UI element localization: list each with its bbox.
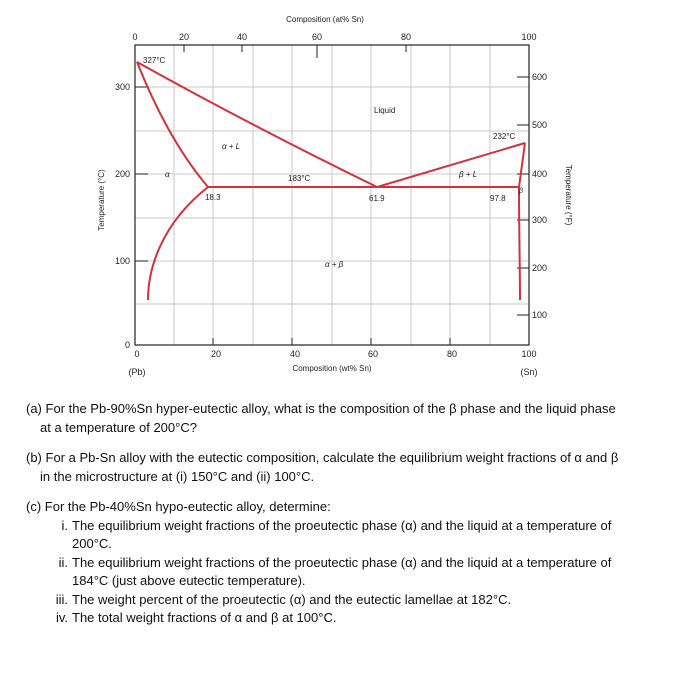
right-tick-500: 500 bbox=[532, 120, 548, 130]
right-axis-title: Temperature (°F) bbox=[564, 164, 573, 226]
item-line2: 200°C. bbox=[72, 536, 112, 551]
question-c-item bbox=[48, 591, 656, 610]
bottom-tick-20: 20 bbox=[210, 349, 222, 359]
top-tick-20: 20 bbox=[178, 32, 190, 42]
question-c-item bbox=[48, 554, 656, 591]
bottom-tick-100: 100 bbox=[521, 349, 537, 359]
item-line1: The equilibrium weight fractions of the proeutectic phase (α) and the liquid at a temperature of bbox=[72, 517, 612, 533]
item-number: ii. bbox=[58, 554, 68, 570]
solidus-right bbox=[519, 143, 525, 187]
left-tick-200: 200 bbox=[114, 169, 130, 179]
question-c-item bbox=[48, 609, 656, 628]
question-b bbox=[26, 449, 656, 486]
pb-label: (Pb) bbox=[128, 367, 146, 377]
beta-limit-label: 97.8 bbox=[490, 194, 506, 203]
question-c-items bbox=[48, 517, 656, 628]
item-line1: The weight percent of the proeutectic (α) and the eutectic lamellae at 182°C. bbox=[72, 591, 512, 607]
region-beta: β bbox=[519, 188, 523, 195]
item-line1: The equilibrium weight fractions of the proeutectic phase (α) and the liquid at a temperature of bbox=[72, 554, 612, 570]
top-tick-100: 100 bbox=[521, 32, 537, 42]
left-axis-title: Temperature (°C) bbox=[97, 169, 106, 231]
bottom-axis-title: Composition (wt% Sn) bbox=[292, 364, 372, 373]
right-tick-100: 100 bbox=[532, 310, 548, 320]
liquidus-left bbox=[137, 62, 377, 187]
left-tick-0: 0 bbox=[124, 340, 130, 350]
liquidus-right bbox=[377, 143, 525, 187]
item-number: i. bbox=[61, 517, 68, 533]
right-tick-600: 600 bbox=[532, 72, 548, 82]
top-axis-title: Composition (at% Sn) bbox=[286, 15, 364, 24]
question-c-intro: (c) For the Pb-40%Sn hypo-eutectic alloy, determine: bbox=[26, 499, 331, 514]
top-tick-60: 60 bbox=[311, 32, 323, 42]
left-tick-300: 300 bbox=[114, 82, 130, 92]
left-axis-ticks bbox=[135, 87, 148, 261]
question-a-line2: at a temperature of 200°C? bbox=[40, 419, 197, 435]
left-tick-100: 100 bbox=[114, 256, 130, 266]
top-tick-80: 80 bbox=[400, 32, 412, 42]
bottom-tick-40: 40 bbox=[289, 349, 301, 359]
pb-melting-point-label: 327°C bbox=[143, 56, 166, 65]
right-tick-400: 400 bbox=[532, 169, 548, 179]
question-a bbox=[26, 400, 656, 437]
question-b-line2: in the microstructure at (i) 150°C and (ii) 100°C. bbox=[40, 468, 315, 484]
question-a-line1: (a) For the Pb-90%Sn hyper-eutectic alloy, what is the composition of the β phase and the liquid phase bbox=[26, 401, 616, 416]
solvus-left bbox=[148, 187, 208, 300]
region-beta-liquid: β + L bbox=[459, 170, 478, 179]
item-number: iii. bbox=[55, 591, 68, 607]
question-c-item bbox=[48, 517, 656, 554]
eutectic-composition-label: 61.9 bbox=[369, 194, 385, 203]
region-liquid: Liquid bbox=[374, 106, 396, 115]
question-b-line1: (b) For a Pb-Sn alloy with the eutectic composition, calculate the equilibrium weight fractions of α and β bbox=[26, 450, 619, 465]
region-alpha-liquid: α + L bbox=[222, 142, 241, 151]
eutectic-temperature-label: 183°C bbox=[288, 174, 311, 183]
grid bbox=[135, 45, 529, 345]
item-line2: 184°C (just above eutectic temperature). bbox=[72, 573, 306, 588]
bottom-tick-60: 60 bbox=[367, 349, 379, 359]
right-tick-200: 200 bbox=[532, 263, 548, 273]
bottom-tick-80: 80 bbox=[446, 349, 458, 359]
top-tick-0: 0 bbox=[132, 32, 138, 42]
bottom-tick-0: 0 bbox=[134, 349, 140, 359]
top-tick-40: 40 bbox=[236, 32, 248, 42]
solvus-right bbox=[519, 187, 520, 300]
item-line1: The total weight fractions of α and β at 100°C. bbox=[72, 610, 337, 625]
region-alpha: α bbox=[165, 170, 170, 179]
item-number: iv. bbox=[55, 610, 68, 625]
alpha-limit-label: 18.3 bbox=[205, 193, 221, 202]
sn-label: (Sn) bbox=[520, 367, 538, 377]
sn-melting-point-label: 232°C bbox=[493, 132, 516, 141]
questions bbox=[26, 400, 656, 628]
right-tick-300: 300 bbox=[532, 215, 548, 225]
region-alpha-beta: α + β bbox=[325, 260, 344, 269]
